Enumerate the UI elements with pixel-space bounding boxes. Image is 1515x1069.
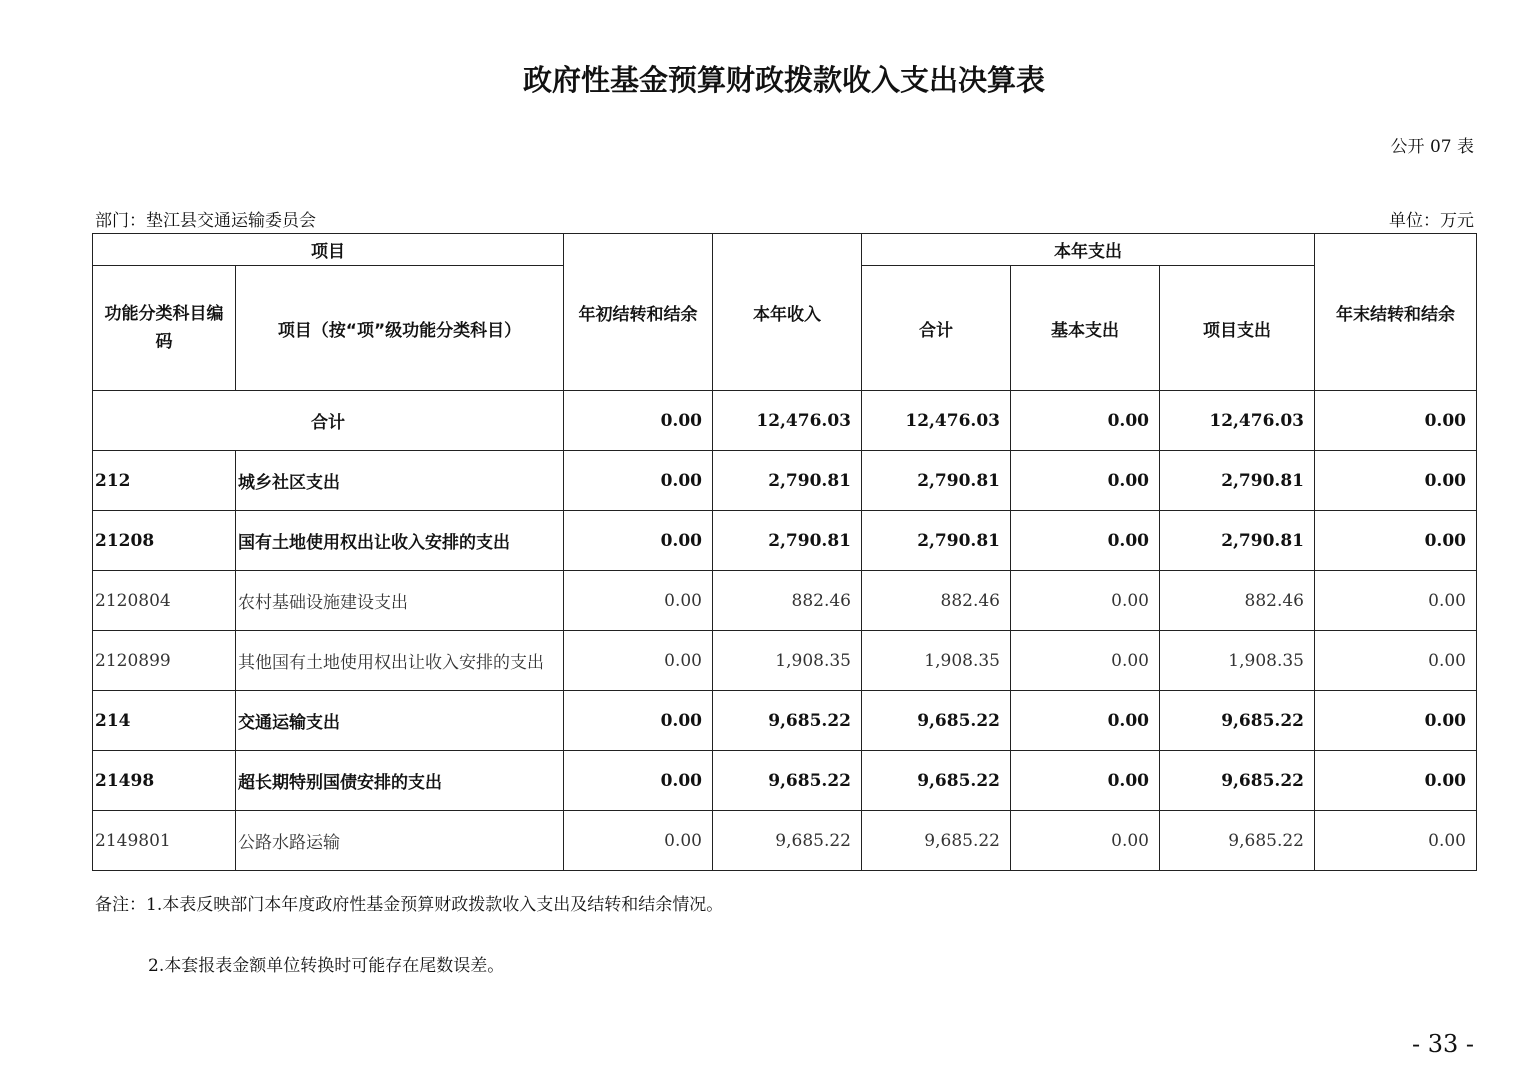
row-closing: 0.00 <box>1315 751 1477 811</box>
header-project-expense: 项目支出 <box>1160 266 1315 391</box>
row-expense-total: 1,908.35 <box>862 631 1011 691</box>
row-project: 9,685.22 <box>1160 691 1315 751</box>
header-project-group: 项目 <box>93 234 564 266</box>
row-name: 交通运输支出 <box>236 691 564 751</box>
department-label: 部门：垫江县交通运输委员会 <box>95 211 316 231</box>
table-row <box>93 691 1477 751</box>
row-code: 21208 <box>93 511 236 571</box>
row-name: 其他国有土地使用权出让收入安排的支出 <box>236 631 564 691</box>
row-closing: 0.00 <box>1315 571 1477 631</box>
row-expense-total: 2,790.81 <box>862 511 1011 571</box>
row-closing: 0.00 <box>1315 631 1477 691</box>
total-row <box>93 391 1477 451</box>
row-opening: 0.00 <box>564 631 713 691</box>
total-closing: 0.00 <box>1315 391 1477 451</box>
row-expense-total: 9,685.22 <box>862 691 1011 751</box>
row-opening: 0.00 <box>564 451 713 511</box>
row-closing: 0.00 <box>1315 451 1477 511</box>
row-code: 2120899 <box>93 631 236 691</box>
row-closing: 0.00 <box>1315 691 1477 751</box>
total-expense-total: 12,476.03 <box>862 391 1011 451</box>
total-basic: 0.00 <box>1011 391 1160 451</box>
total-income: 12,476.03 <box>713 391 862 451</box>
row-basic: 0.00 <box>1011 691 1160 751</box>
header-opening-balance: 年初结转和结余 <box>564 234 713 391</box>
row-expense-total: 9,685.22 <box>862 751 1011 811</box>
row-code: 2149801 <box>93 811 236 871</box>
row-basic: 0.00 <box>1011 511 1160 571</box>
row-opening: 0.00 <box>564 811 713 871</box>
table-row <box>93 751 1477 811</box>
row-code: 2120804 <box>93 571 236 631</box>
row-expense-total: 882.46 <box>862 571 1011 631</box>
table-row <box>93 571 1477 631</box>
row-basic: 0.00 <box>1011 751 1160 811</box>
page-title: 政府性基金预算财政拨款收入支出决算表 <box>522 63 1045 97</box>
header-basic: 基本支出 <box>1011 266 1160 391</box>
row-closing: 0.00 <box>1315 811 1477 871</box>
row-expense-total: 2,790.81 <box>862 451 1011 511</box>
header-total: 合计 <box>862 266 1011 391</box>
header-expense-group: 本年支出 <box>862 234 1315 266</box>
row-income: 2,790.81 <box>713 451 862 511</box>
row-name: 公路水路运输 <box>236 811 564 871</box>
row-basic: 0.00 <box>1011 811 1160 871</box>
row-name: 超长期特别国债安排的支出 <box>236 751 564 811</box>
row-opening: 0.00 <box>564 511 713 571</box>
table-row <box>93 631 1477 691</box>
row-name: 国有土地使用权出让收入安排的支出 <box>236 511 564 571</box>
header-project-name: 项目（按“项”级功能分类科目） <box>236 266 564 391</box>
row-income: 9,685.22 <box>713 811 862 871</box>
table-row <box>93 511 1477 571</box>
table-row <box>93 811 1477 871</box>
row-project: 2,790.81 <box>1160 511 1315 571</box>
form-number: 公开 07 表 <box>1390 137 1474 157</box>
row-project: 9,685.22 <box>1160 751 1315 811</box>
total-project: 12,476.03 <box>1160 391 1315 451</box>
unit-label: 单位：万元 <box>1389 211 1474 231</box>
row-basic: 0.00 <box>1011 571 1160 631</box>
table-row <box>93 451 1477 511</box>
row-basic: 0.00 <box>1011 631 1160 691</box>
row-opening: 0.00 <box>564 571 713 631</box>
note-2: 2.本套报表金额单位转换时可能存在尾数误差。 <box>148 956 505 976</box>
row-income: 9,685.22 <box>713 751 862 811</box>
row-project: 2,790.81 <box>1160 451 1315 511</box>
total-label: 合计 <box>93 391 564 451</box>
row-code: 21498 <box>93 751 236 811</box>
page-number: - 33 - <box>1411 1030 1474 1058</box>
row-code: 214 <box>93 691 236 751</box>
row-project: 882.46 <box>1160 571 1315 631</box>
header-income: 本年收入 <box>713 234 862 391</box>
row-name: 农村基础设施建设支出 <box>236 571 564 631</box>
row-opening: 0.00 <box>564 751 713 811</box>
total-opening: 0.00 <box>564 391 713 451</box>
header-code: 功能分类科目编码 <box>93 266 236 391</box>
row-project: 1,908.35 <box>1160 631 1315 691</box>
budget-table <box>92 233 1477 871</box>
header-closing-balance: 年末结转和结余 <box>1315 234 1477 391</box>
row-income: 882.46 <box>713 571 862 631</box>
row-closing: 0.00 <box>1315 511 1477 571</box>
row-opening: 0.00 <box>564 691 713 751</box>
row-income: 1,908.35 <box>713 631 862 691</box>
row-income: 2,790.81 <box>713 511 862 571</box>
row-expense-total: 9,685.22 <box>862 811 1011 871</box>
row-name: 城乡社区支出 <box>236 451 564 511</box>
note-1: 备注：1.本表反映部门本年度政府性基金预算财政拨款收入支出及结转和结余情况。 <box>95 895 724 915</box>
row-project: 9,685.22 <box>1160 811 1315 871</box>
row-income: 9,685.22 <box>713 691 862 751</box>
row-basic: 0.00 <box>1011 451 1160 511</box>
row-code: 212 <box>93 451 236 511</box>
